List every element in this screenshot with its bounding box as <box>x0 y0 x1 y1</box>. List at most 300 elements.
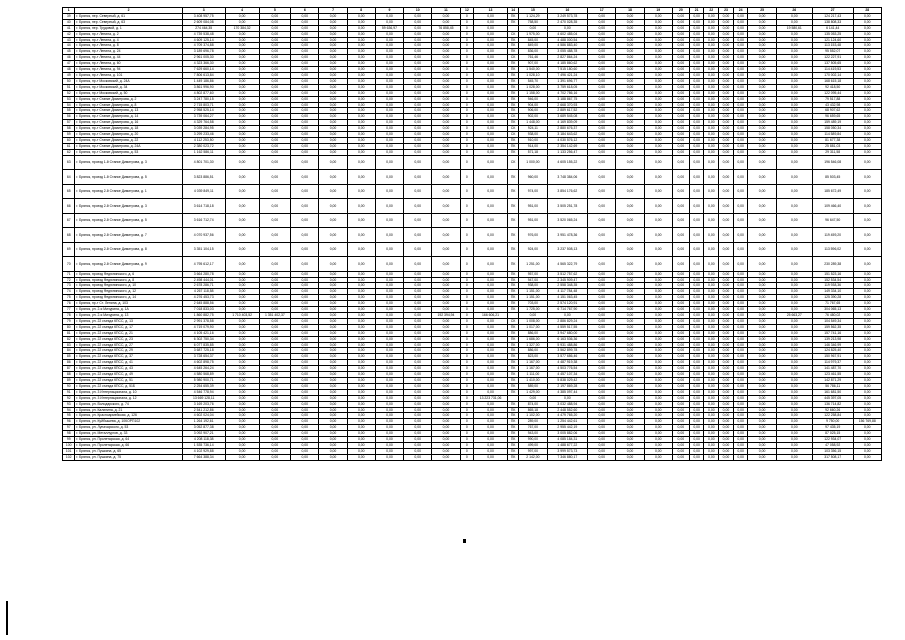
value-cell: 0,00 <box>347 49 375 55</box>
value-cell: 4 802 877,60 <box>182 90 225 96</box>
value-cell: 289,00 <box>519 419 547 425</box>
address-cell: г. Брянск, ул. 22 съезда КПСС, д. 51Б <box>75 383 182 389</box>
value-cell: 0 <box>460 108 474 114</box>
value-cell: 0,00 <box>291 342 319 348</box>
value-cell: 0,00 <box>474 342 508 348</box>
value-cell: 0,00 <box>404 330 432 336</box>
value-cell: 79 517,88 <box>812 96 853 102</box>
value-cell: 3 188 867,75 <box>547 96 588 102</box>
value-cell: 0,00 <box>748 55 776 61</box>
value-cell: 0,00 <box>776 114 812 120</box>
value-cell: 0,00 <box>432 13 460 19</box>
value-cell: 0 <box>460 199 474 214</box>
value-cell: 0,00 <box>776 213 812 228</box>
value-cell: 0,00 <box>644 199 672 214</box>
value-cell: 3 759 618,05 <box>547 84 588 90</box>
value-cell: 0,00 <box>748 354 776 360</box>
value-cell: 159 489,19 <box>812 120 853 126</box>
column-number: 23 <box>719 8 734 14</box>
value-cell: 0,00 <box>225 324 259 330</box>
value-cell: 0,00 <box>404 401 432 407</box>
value-cell: 0,00 <box>319 108 347 114</box>
row-number: 85 <box>63 354 75 360</box>
value-cell: 114 979,37 <box>812 360 853 366</box>
value-cell: 0,00 <box>347 395 375 401</box>
value-cell: 0,00 <box>704 419 719 425</box>
value-cell: 4 070 937,56 <box>182 228 225 243</box>
value-cell: 906,00 <box>519 108 547 114</box>
value-cell: 0,00 <box>689 354 704 360</box>
value-cell: 0,00 <box>672 330 689 336</box>
value-cell: 0,00 <box>719 318 734 324</box>
value-cell: 3 092 907,21 <box>182 431 225 437</box>
value-cell: 0,00 <box>733 114 748 120</box>
value-cell: 0,00 <box>733 242 748 257</box>
value-cell: 0,00 <box>404 84 432 90</box>
value-cell: 0,00 <box>375 360 403 366</box>
value-cell: ПК <box>507 401 518 407</box>
address-cell: г. Брянск, проезд 2-й Станке Димитрова, д. 3 <box>75 199 182 214</box>
value-cell: 0,00 <box>474 271 508 277</box>
value-cell: 151 523,16 <box>812 271 853 277</box>
value-cell: 0,00 <box>644 13 672 19</box>
value-cell: 0,00 <box>259 84 291 90</box>
value-cell: 0,00 <box>588 289 616 295</box>
value-cell: 0,00 <box>704 78 719 84</box>
value-cell: 0,00 <box>347 19 375 25</box>
value-cell: 0,00 <box>404 90 432 96</box>
value-cell: 0,00 <box>719 324 734 330</box>
value-cell: 0,00 <box>291 454 319 460</box>
value-cell: 0,00 <box>689 126 704 132</box>
value-cell: 0,00 <box>588 213 616 228</box>
value-cell: 938,00 <box>519 132 547 138</box>
value-cell: 0,00 <box>733 96 748 102</box>
value-cell: 0,00 <box>733 313 748 319</box>
value-cell: 0,00 <box>319 289 347 295</box>
value-cell: 0,00 <box>689 348 704 354</box>
value-cell: 2 380 023,72 <box>182 143 225 149</box>
value-cell: 0,00 <box>474 143 508 149</box>
value-cell: 0,00 <box>672 336 689 342</box>
value-cell: 0,00 <box>225 61 259 67</box>
value-cell: 0,00 <box>474 419 508 425</box>
value-cell: 0,00 <box>259 90 291 96</box>
value-cell: 0,00 <box>644 431 672 437</box>
value-cell: 0,00 <box>776 348 812 354</box>
value-cell: 0,00 <box>474 184 508 199</box>
value-cell: 0,00 <box>719 114 734 120</box>
value-cell: 4 479 765,20 <box>547 413 588 419</box>
value-cell: 0,00 <box>644 301 672 307</box>
value-cell: 0,00 <box>748 213 776 228</box>
value-cell: ПК <box>507 149 518 155</box>
value-cell: 0,00 <box>432 19 460 25</box>
value-cell: 0,00 <box>319 37 347 43</box>
value-cell: 0 <box>460 431 474 437</box>
value-cell: 0,00 <box>748 442 776 448</box>
value-cell: 924,00 <box>519 242 547 257</box>
value-cell: ПК <box>507 257 518 272</box>
value-cell: ПК <box>507 84 518 90</box>
value-cell: 0,00 <box>672 354 689 360</box>
value-cell: 0,00 <box>733 102 748 108</box>
value-cell: 3 577 686,46 <box>547 354 588 360</box>
value-cell: 2 470 028,35 <box>547 19 588 25</box>
value-cell: 0,00 <box>853 377 881 383</box>
value-cell: 2 991 378,58 <box>182 318 225 324</box>
value-cell: 0,00 <box>719 377 734 383</box>
value-cell: 0,00 <box>733 295 748 301</box>
value-cell: 0,00 <box>375 213 403 228</box>
value-cell: 0,00 <box>291 307 319 313</box>
value-cell: 0,00 <box>672 431 689 437</box>
value-cell: 0,00 <box>733 132 748 138</box>
value-cell: 0,00 <box>853 155 881 170</box>
value-cell: 3 614 718,18 <box>182 199 225 214</box>
value-cell: 0,00 <box>672 242 689 257</box>
value-cell: 0,00 <box>319 170 347 185</box>
value-cell: 0,00 <box>704 213 719 228</box>
value-cell: 1 028,00 <box>519 84 547 90</box>
value-cell: 0,00 <box>733 301 748 307</box>
value-cell: 0,00 <box>616 137 644 143</box>
value-cell: 0,00 <box>853 324 881 330</box>
value-cell: 0,00 <box>347 372 375 378</box>
value-cell: 0,00 <box>319 295 347 301</box>
value-cell: 0,00 <box>225 137 259 143</box>
value-cell: 0,00 <box>704 257 719 272</box>
value-cell: 2 254 655,39 <box>182 383 225 389</box>
value-cell: 0,00 <box>748 437 776 443</box>
value-cell: 0 <box>460 419 474 425</box>
value-cell: 0,00 <box>689 120 704 126</box>
value-cell: 0,00 <box>432 108 460 114</box>
value-cell: 0,00 <box>672 78 689 84</box>
value-cell: 0,00 <box>704 25 719 31</box>
row-number: 101 <box>63 448 75 454</box>
value-cell: 0,00 <box>588 354 616 360</box>
row-number: 79 <box>63 318 75 324</box>
value-cell: 589,00 <box>519 383 547 389</box>
value-cell: 0,00 <box>704 271 719 277</box>
value-cell: 0,00 <box>689 437 704 443</box>
column-number: 13 <box>474 8 508 14</box>
value-cell: 0 <box>460 413 474 419</box>
address-cell: г. Брянск, ул. 22 съезда КПСС, д. 17 <box>75 324 182 330</box>
value-cell: 0,00 <box>259 96 291 102</box>
value-cell: 0,00 <box>616 354 644 360</box>
value-cell: 0,00 <box>733 108 748 114</box>
value-cell: 0,00 <box>616 61 644 67</box>
value-cell: 0,00 <box>588 301 616 307</box>
value-cell: 0,00 <box>853 149 881 155</box>
value-cell: 0,00 <box>719 395 734 401</box>
value-cell: 149 334,10 <box>812 289 853 295</box>
table-row <box>63 199 882 214</box>
value-cell: 874,00 <box>519 401 547 407</box>
value-cell: 0,00 <box>748 407 776 413</box>
value-cell: 0,00 <box>689 78 704 84</box>
value-cell: 0,00 <box>375 19 403 25</box>
value-cell: 0,00 <box>672 72 689 78</box>
value-cell: 0,00 <box>748 342 776 348</box>
value-cell: 4 030 576,12 <box>547 137 588 143</box>
value-cell: 0,00 <box>474 25 508 31</box>
value-cell: 0,00 <box>733 437 748 443</box>
address-cell: г. Брянск, пр-т Ленина, д. 4 <box>75 37 182 43</box>
value-cell: ПК <box>507 442 518 448</box>
value-cell: 0,00 <box>616 389 644 395</box>
value-cell: СК <box>507 318 518 324</box>
value-cell: 0,00 <box>375 37 403 43</box>
value-cell: 0,00 <box>432 425 460 431</box>
value-cell: 0,00 <box>689 19 704 25</box>
value-cell: 0,00 <box>347 199 375 214</box>
value-cell: 0,00 <box>259 170 291 185</box>
value-cell: 6 302 750,34 <box>182 336 225 342</box>
value-cell: 0,00 <box>291 330 319 336</box>
value-cell: 0,00 <box>748 108 776 114</box>
address-cell: г. Брянск, пр-т Станке Димитрова, д. 20 <box>75 132 182 138</box>
value-cell: 0,00 <box>291 336 319 342</box>
value-cell: 0,00 <box>853 170 881 185</box>
value-cell: 0,00 <box>776 395 812 401</box>
value-cell: 0,00 <box>291 72 319 78</box>
value-cell: 0,00 <box>748 25 776 31</box>
value-cell: 0,00 <box>704 360 719 366</box>
address-cell: г. Брянск, ул. 3 Интернационала, д. 10 <box>75 389 182 395</box>
value-cell: 0,00 <box>225 389 259 395</box>
value-cell: 0,00 <box>432 437 460 443</box>
value-cell: 0,00 <box>319 437 347 443</box>
value-cell: 317 508,17 <box>812 454 853 460</box>
value-cell: 0,00 <box>644 78 672 84</box>
value-cell: 0,00 <box>291 442 319 448</box>
value-cell: 3 351 104,15 <box>182 242 225 257</box>
value-cell: 0,00 <box>404 132 432 138</box>
value-cell: 0,00 <box>748 366 776 372</box>
value-cell: 0 <box>460 389 474 395</box>
value-cell: 1 449 186,86 <box>182 78 225 84</box>
value-cell: ПК <box>507 102 518 108</box>
value-cell: 0,00 <box>672 383 689 389</box>
value-cell: 122 934,07 <box>812 437 853 443</box>
value-cell: 7 018 833,03 <box>182 307 225 313</box>
value-cell: 0,00 <box>432 419 460 425</box>
value-cell: 125 390,28 <box>812 295 853 301</box>
address-cell: г. Брянск, ул. Пушкина, д. 65 <box>75 448 182 454</box>
value-cell: 0,00 <box>616 413 644 419</box>
value-cell: 0,00 <box>319 184 347 199</box>
value-cell: 0,00 <box>347 301 375 307</box>
row-number: 102 <box>63 454 75 460</box>
row-number: 68 <box>63 228 75 243</box>
value-cell: 0,00 <box>319 336 347 342</box>
value-cell: 0,00 <box>616 78 644 84</box>
value-cell: 0,00 <box>259 126 291 132</box>
row-number: 94 <box>63 407 75 413</box>
value-cell: 0,00 <box>733 67 748 73</box>
value-cell: 0,00 <box>719 360 734 366</box>
value-cell: ПК <box>507 360 518 366</box>
value-cell: 0,00 <box>432 454 460 460</box>
value-cell: 0,00 <box>672 437 689 443</box>
value-cell: 0,00 <box>259 67 291 73</box>
value-cell: 0,00 <box>225 295 259 301</box>
value-cell: 0,00 <box>733 137 748 143</box>
value-cell: 0,00 <box>644 425 672 431</box>
value-cell: ПК <box>507 289 518 295</box>
value-cell: 0,00 <box>291 289 319 295</box>
value-cell: 0,00 <box>719 437 734 443</box>
value-cell: 0,00 <box>689 67 704 73</box>
value-cell: 0,00 <box>347 377 375 383</box>
value-cell: 0,00 <box>347 228 375 243</box>
address-cell: г. Брянск, ул. Калинина, д. 21 <box>75 407 182 413</box>
value-cell: 0,00 <box>719 336 734 342</box>
value-cell: 0 <box>460 336 474 342</box>
value-cell: 0,00 <box>748 401 776 407</box>
address-cell: г. Брянск, пр-т Станке Димитрова, д. 22 <box>75 137 182 143</box>
value-cell: 3 299 233,46 <box>182 132 225 138</box>
value-cell: 0,00 <box>733 401 748 407</box>
value-cell: 951,00 <box>519 213 547 228</box>
value-cell: 230 289,38 <box>812 257 853 272</box>
value-cell: 0,00 <box>432 407 460 413</box>
value-cell: 0,00 <box>748 372 776 378</box>
value-cell: 0,00 <box>704 114 719 120</box>
address-cell: г. Брянск, пр-т Московский, д. 34 <box>75 84 182 90</box>
value-cell: 0,00 <box>733 61 748 67</box>
address-cell: г. Брянск, пр-т Московский, д. 24А <box>75 78 182 84</box>
value-cell: 0,00 <box>375 72 403 78</box>
value-cell: 0,00 <box>616 25 644 31</box>
value-cell: 6 077 835,85 <box>182 342 225 348</box>
value-cell: 0,00 <box>474 90 508 96</box>
value-cell: 7 515 180,60 <box>547 67 588 73</box>
row-number: 71 <box>63 271 75 277</box>
value-cell: 0,00 <box>672 318 689 324</box>
value-cell: 0,00 <box>719 120 734 126</box>
value-cell: 0,00 <box>347 313 375 319</box>
address-cell: г. Брянск, проезд Федюнинского, д. 6 <box>75 271 182 277</box>
value-cell: 0,00 <box>588 271 616 277</box>
value-cell: 0,00 <box>672 295 689 301</box>
value-cell: 0,00 <box>644 126 672 132</box>
value-cell: 0,00 <box>853 108 881 114</box>
value-cell: 0,00 <box>748 271 776 277</box>
value-cell: 0,00 <box>853 301 881 307</box>
value-cell: 0,00 <box>588 49 616 55</box>
value-cell: 0,00 <box>719 155 734 170</box>
value-cell: 0,00 <box>689 114 704 120</box>
value-cell: 0,00 <box>719 342 734 348</box>
value-cell: 4 565 322,79 <box>547 257 588 272</box>
value-cell: 0,00 <box>375 84 403 90</box>
value-cell: 767,00 <box>519 425 547 431</box>
value-cell: 0,00 <box>672 149 689 155</box>
value-cell: 0,00 <box>291 425 319 431</box>
table-row <box>63 454 882 460</box>
value-cell: 0,00 <box>319 13 347 19</box>
value-cell: 0,00 <box>291 324 319 330</box>
address-cell: г. Брянск, пр-т Ст. Ленина, д. 103 <box>75 301 182 307</box>
value-cell: 0,00 <box>719 419 734 425</box>
value-cell: 0,00 <box>347 90 375 96</box>
value-cell: 0,00 <box>672 425 689 431</box>
value-cell: 0,00 <box>853 431 881 437</box>
value-cell: 0,00 <box>672 407 689 413</box>
value-cell: 0,00 <box>347 425 375 431</box>
value-cell: 0,00 <box>432 383 460 389</box>
value-cell: 0,00 <box>588 25 616 31</box>
value-cell: 0,00 <box>432 389 460 395</box>
value-cell: 0,00 <box>689 242 704 257</box>
value-cell: 957,00 <box>519 271 547 277</box>
value-cell: 0,00 <box>853 25 881 31</box>
value-cell: 0,00 <box>588 96 616 102</box>
value-cell: 0,00 <box>319 213 347 228</box>
value-cell: 0,00 <box>719 84 734 90</box>
value-cell: 0,00 <box>432 143 460 149</box>
value-cell: 0,00 <box>672 137 689 143</box>
address-cell: г. Брянск, проезд 2-й Станке Димитрова, д. 7 <box>75 228 182 243</box>
value-cell: 0,00 <box>375 425 403 431</box>
value-cell: 0,00 <box>225 108 259 114</box>
value-cell: 0,00 <box>776 55 812 61</box>
value-cell: 0,00 <box>347 13 375 19</box>
value-cell: 761,46 <box>519 55 547 61</box>
value-cell: 0,00 <box>375 143 403 149</box>
value-cell: 0,00 <box>225 401 259 407</box>
address-cell: г. Брянск, ул. Металлургов, д. 33 <box>75 431 182 437</box>
value-cell: 0,00 <box>616 283 644 289</box>
value-cell: 0,00 <box>225 199 259 214</box>
value-cell: 4 795 612,17 <box>182 257 225 272</box>
value-cell: 0,00 <box>704 425 719 431</box>
value-cell: 0,00 <box>689 170 704 185</box>
value-cell: 0 <box>460 295 474 301</box>
value-cell: 0,00 <box>259 114 291 120</box>
value-cell: 76 858,45 <box>432 25 460 31</box>
value-cell: 902,00 <box>519 114 547 120</box>
value-cell: 0,00 <box>375 31 403 37</box>
value-cell: 0,00 <box>672 283 689 289</box>
value-cell: 0,00 <box>404 61 432 67</box>
value-cell: 0,00 <box>474 137 508 143</box>
value-cell: 0,00 <box>259 389 291 395</box>
value-cell: 85 503,45 <box>812 170 853 185</box>
value-cell: 0,00 <box>853 213 881 228</box>
row-number: 63 <box>63 155 75 170</box>
value-cell: 0,00 <box>319 102 347 108</box>
value-cell: 0,00 <box>689 407 704 413</box>
value-cell: 170 384,32 <box>225 25 259 31</box>
value-cell: 0,00 <box>704 448 719 454</box>
value-cell: 0,00 <box>733 149 748 155</box>
value-cell: 0,00 <box>291 137 319 143</box>
value-cell: 0,00 <box>719 43 734 49</box>
value-cell: ПК <box>507 407 518 413</box>
value-cell: 0,00 <box>644 442 672 448</box>
value-cell: 997,00 <box>519 448 547 454</box>
value-cell: 121 124,60 <box>812 37 853 43</box>
value-cell: 0,00 <box>225 425 259 431</box>
value-cell: 0,00 <box>733 126 748 132</box>
address-cell: г. Брянск, ул. Красноармейская, д. 126 <box>75 413 182 419</box>
value-cell: 0,00 <box>853 372 881 378</box>
